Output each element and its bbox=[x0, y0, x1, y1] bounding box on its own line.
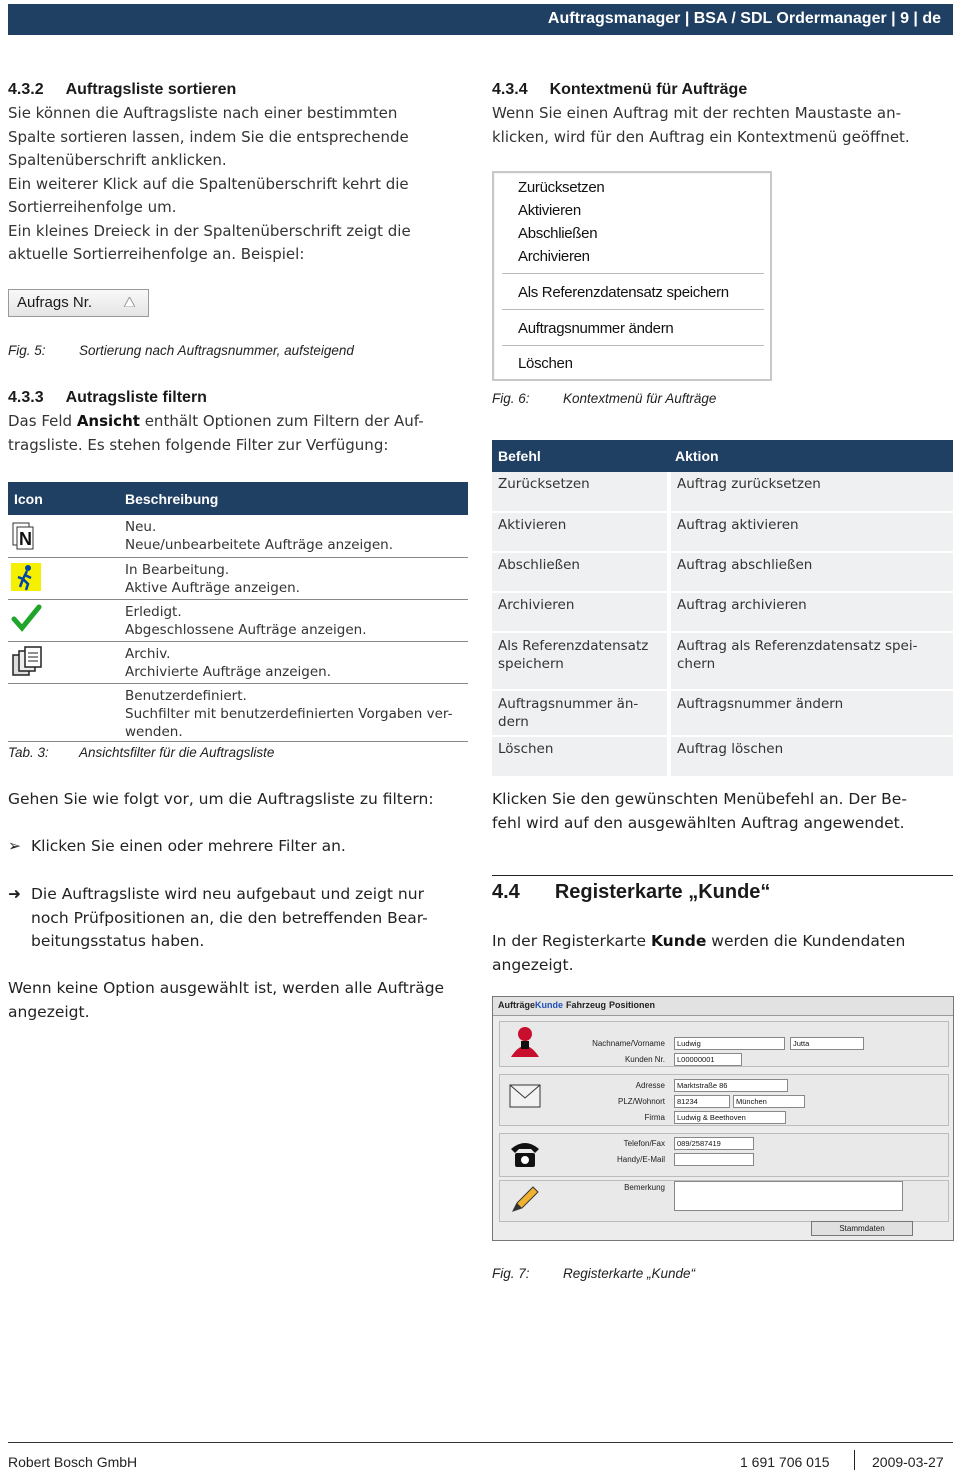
table-row bbox=[8, 557, 468, 599]
section-title: Kontextmenü für Aufträge bbox=[549, 81, 748, 98]
menu-item-delete[interactable]: Löschen bbox=[518, 355, 573, 372]
footer-separator bbox=[854, 1450, 855, 1470]
section-title: Autragsliste filtern bbox=[65, 389, 207, 406]
menu-item-change-number[interactable]: Auftragsnummer ändern bbox=[518, 320, 674, 337]
master-data-button[interactable]: Stammdaten bbox=[811, 1221, 913, 1236]
footer-company: Robert Bosch GmbH bbox=[8, 1454, 138, 1470]
command-cell: Als Referenzdatensatz bbox=[498, 638, 649, 654]
checkmark-icon[interactable] bbox=[10, 603, 44, 635]
table-row bbox=[8, 683, 468, 741]
text-fragment: werden die Kundendaten bbox=[706, 932, 906, 950]
text-line: beitungsstatus haben. bbox=[31, 932, 205, 950]
label-address: Adresse bbox=[635, 1081, 665, 1090]
menu-divider bbox=[502, 309, 764, 310]
svg-text:N: N bbox=[19, 529, 32, 549]
step-arrow-icon: ➢ bbox=[8, 837, 21, 855]
footer-docno: 1 691 706 015 bbox=[740, 1454, 830, 1470]
fig-caption-text: Sortierung nach Auftragsnummer, aufsteigend bbox=[79, 343, 354, 358]
text-line: Ein kleines Dreieck in der Spaltenüberschrift zeigt die bbox=[8, 221, 411, 240]
menu-item-archive[interactable]: Archivieren bbox=[518, 248, 590, 265]
menu-item-activate[interactable]: Aktivieren bbox=[518, 202, 581, 219]
command-cell: Aktivieren bbox=[498, 517, 567, 533]
filter-description: Aktive Aufträge anzeigen. bbox=[125, 579, 300, 596]
section-4-3-3-text bbox=[8, 410, 468, 457]
section-4-3-2-text bbox=[8, 102, 468, 267]
fig-label: Fig. 5: bbox=[8, 343, 46, 358]
filter-description: Abgeschlossene Aufträge anzeigen. bbox=[125, 621, 367, 638]
kunde-term: Kunde bbox=[650, 932, 707, 950]
action-cell: Auftragsnummer ändern bbox=[677, 696, 844, 712]
menu-item-complete[interactable]: Abschließen bbox=[518, 225, 598, 242]
action-cell: Auftrag als Referenzdatensatz spei- bbox=[677, 638, 918, 654]
city-field[interactable]: München bbox=[733, 1095, 805, 1108]
section-4-3-4-heading bbox=[492, 81, 747, 99]
table-caption-text: Ansichtsfilter für die Auftragsliste bbox=[79, 745, 275, 760]
fig6-caption bbox=[492, 391, 716, 406]
table-row bbox=[492, 512, 953, 552]
procedure-result bbox=[8, 883, 468, 954]
label-note: Bemerkung bbox=[624, 1183, 665, 1192]
pencil-icon bbox=[507, 1183, 543, 1217]
column-header-description: Beschreibung bbox=[119, 482, 468, 515]
command-cell: Auftragsnummer än- bbox=[498, 696, 639, 712]
action-cell: Auftrag zurücksetzen bbox=[677, 476, 821, 492]
table-row bbox=[8, 641, 468, 683]
person-icon bbox=[507, 1025, 543, 1059]
procedure-intro: Gehen Sie wie folgt vor, um die Auftragsliste zu filtern: bbox=[8, 790, 434, 808]
text-line: Wenn Sie einen Auftrag mit der rechten Maustaste an- bbox=[492, 104, 902, 122]
action-cell: chern bbox=[677, 656, 716, 672]
fig-label: Fig. 7: bbox=[492, 1266, 530, 1281]
sort-ascending-icon bbox=[124, 297, 135, 307]
text-fragment: Das Feld bbox=[8, 412, 77, 430]
footer-divider bbox=[8, 1442, 953, 1443]
label-name: Nachname/Vorname bbox=[592, 1039, 665, 1048]
text-line: angezeigt. bbox=[8, 1002, 90, 1021]
action-cell: Auftrag archivieren bbox=[677, 597, 807, 613]
label-zip-city: PLZ/Wohnort bbox=[618, 1097, 665, 1106]
fig-caption-text: Registerkarte „Kunde“ bbox=[563, 1266, 696, 1281]
tab-orders[interactable]: Aufträge bbox=[498, 1000, 536, 1010]
section-number: 4.3.4 bbox=[492, 81, 528, 98]
first-name-field[interactable]: Jutta bbox=[790, 1037, 864, 1050]
header-title: Auftragsmanager | BSA / SDL Ordermanager | 9 | de bbox=[547, 10, 941, 27]
menu-item-reset[interactable]: Zurücksetzen bbox=[518, 179, 605, 196]
footer-date: 2009-03-27 bbox=[872, 1454, 944, 1470]
procedure-note bbox=[8, 977, 478, 1024]
label-customer-no: Kunden Nr. bbox=[624, 1055, 665, 1064]
filter-description: Neue/unbearbeitete Aufträge anzeigen. bbox=[125, 537, 394, 553]
column-header-icon: Icon bbox=[8, 482, 119, 515]
section-4-4-text bbox=[492, 930, 952, 977]
filter-name: Benutzerdefiniert. bbox=[125, 687, 247, 704]
action-cell: Auftrag löschen bbox=[677, 741, 784, 757]
table-row bbox=[492, 690, 953, 736]
fig-caption-text: Kontextmenü für Aufträge bbox=[563, 391, 717, 406]
filter-table bbox=[8, 482, 468, 742]
label-mobile-email: Handy/E-Mail bbox=[616, 1155, 665, 1164]
text-line: Sortierreihenfolge um. bbox=[8, 198, 177, 216]
text-fragment: enthält Optionen zum Filtern der Auf- bbox=[139, 412, 424, 430]
customer-tab-screenshot bbox=[492, 996, 954, 1241]
action-cell: Auftrag aktivieren bbox=[677, 517, 799, 533]
result-arrow-icon: ➜ bbox=[8, 885, 21, 903]
command-cell: Abschließen bbox=[498, 557, 580, 573]
menu-item-save-reference[interactable]: Als Referenzdatensatz speichern bbox=[518, 284, 729, 301]
text-line: noch Prüfpositionen an, die den betreffenden Bear- bbox=[31, 908, 428, 927]
menu-divider bbox=[502, 273, 764, 274]
fig5-caption bbox=[8, 343, 354, 358]
action-cell: Auftrag abschließen bbox=[677, 557, 813, 573]
mobile-field[interactable] bbox=[674, 1153, 754, 1166]
text-line: Klicken Sie den gewünschten Menübefehl an. Der Be- bbox=[492, 790, 907, 808]
column-header-action: Aktion bbox=[669, 440, 953, 472]
filter-name: Neu. bbox=[125, 519, 157, 535]
filter-name: In Bearbeitung. bbox=[125, 561, 230, 578]
text-line: Sie können die Auftragsliste nach einer bestimmten bbox=[8, 104, 398, 122]
text-line: Wenn keine Option ausgewählt ist, werden alle Aufträge bbox=[8, 979, 445, 997]
table-row bbox=[492, 592, 953, 632]
label-phone-fax: Telefon/Fax bbox=[623, 1139, 665, 1148]
filter-description: wenden. bbox=[125, 723, 183, 740]
tab-vehicle[interactable]: Fahrzeug bbox=[566, 1000, 607, 1010]
text-line: Spaltenüberschrift anklicken. bbox=[8, 151, 227, 169]
table-row bbox=[8, 599, 468, 641]
text-line bbox=[8, 410, 468, 434]
filter-description: Suchfilter mit benutzerdefinierten Vorgaben ver- bbox=[125, 705, 453, 722]
section-number: 4.4 bbox=[492, 881, 520, 903]
fig7-caption bbox=[492, 1266, 695, 1281]
table-row bbox=[492, 552, 953, 592]
text-line: klicken, wird für den Auftrag ein Kontextmenü geöffnet. bbox=[492, 127, 910, 146]
context-menu-note bbox=[492, 788, 952, 835]
archive-cabinet-icon[interactable] bbox=[10, 645, 44, 679]
section-4-3-2-heading bbox=[8, 81, 236, 99]
command-cell: Löschen bbox=[498, 741, 554, 757]
text-fragment: In der Registerkarte bbox=[492, 932, 651, 950]
tab-customer[interactable]: Kunde bbox=[535, 1000, 563, 1010]
envelope-icon bbox=[507, 1079, 543, 1113]
telephone-icon bbox=[507, 1137, 543, 1171]
new-order-icon[interactable] bbox=[10, 518, 44, 550]
tab3-caption bbox=[8, 745, 274, 760]
menu-divider bbox=[502, 345, 764, 346]
context-command-table bbox=[492, 440, 953, 776]
text-line: Ein weiterer Klick auf die Spaltenüberschrift kehrt die bbox=[8, 174, 409, 193]
tab-bar bbox=[493, 997, 953, 1016]
company-field[interactable]: Ludwig & Beethoven bbox=[674, 1111, 786, 1124]
last-name-field[interactable]: Ludwig bbox=[674, 1037, 785, 1050]
table-row bbox=[8, 515, 468, 557]
running-person-icon[interactable] bbox=[10, 561, 44, 593]
section-divider bbox=[492, 875, 953, 876]
fig-label: Fig. 6: bbox=[492, 391, 530, 406]
customer-no-field[interactable]: L00000001 bbox=[674, 1053, 742, 1066]
text-line: Die Auftragsliste wird neu aufgebaut und zeigt nur bbox=[31, 885, 424, 903]
command-cell: speichern bbox=[498, 656, 564, 672]
text-line bbox=[492, 930, 952, 954]
filter-name: Erledigt. bbox=[125, 603, 182, 620]
section-number: 4.3.3 bbox=[8, 389, 44, 406]
section-4-4-heading bbox=[492, 881, 770, 904]
command-cell: Archivieren bbox=[498, 597, 575, 613]
text-line: aktuelle Sortierreihenfolge an. Beispiel: bbox=[8, 245, 305, 263]
filter-description: Archivierte Aufträge anzeigen. bbox=[125, 663, 331, 680]
table-row bbox=[492, 632, 953, 690]
section-title: Auftragsliste sortieren bbox=[65, 81, 237, 98]
phone-field[interactable]: 089/2587419 bbox=[674, 1137, 754, 1150]
tab-positions[interactable]: Positionen bbox=[609, 1000, 656, 1010]
text-line: fehl wird auf den ausgewählten Auftrag angewendet. bbox=[492, 813, 905, 832]
note-field[interactable] bbox=[674, 1181, 903, 1211]
text-line: tragsliste. Es stehen folgende Filter zur Verfügung: bbox=[8, 435, 389, 454]
table-row bbox=[492, 736, 953, 776]
label-company: Firma bbox=[644, 1113, 665, 1122]
section-4-3-4-text bbox=[492, 102, 952, 149]
text-line: Spalte sortieren lassen, indem Sie die entsprechende bbox=[8, 127, 409, 146]
table-label: Tab. 3: bbox=[8, 745, 49, 760]
section-title: Registerkarte „Kunde“ bbox=[554, 881, 771, 903]
section-number: 4.3.2 bbox=[8, 81, 44, 98]
ansicht-term: Ansicht bbox=[76, 412, 140, 430]
command-cell: Zurücksetzen bbox=[498, 476, 590, 492]
sort-header-label: Aufrags Nr. bbox=[17, 294, 93, 311]
zip-field[interactable]: 81234 bbox=[674, 1095, 730, 1108]
page-header bbox=[8, 4, 953, 35]
filter-name: Archiv. bbox=[125, 645, 171, 662]
command-cell: dern bbox=[498, 714, 529, 730]
section-4-3-3-heading bbox=[8, 389, 207, 407]
step-text: Klicken Sie einen oder mehrere Filter an. bbox=[31, 837, 346, 855]
sort-column-header[interactable] bbox=[8, 289, 149, 317]
table-row bbox=[492, 472, 953, 512]
context-menu bbox=[492, 171, 772, 381]
column-header-command: Befehl bbox=[492, 440, 669, 472]
procedure-step bbox=[8, 835, 468, 859]
address-field[interactable]: Marktstraße 86 bbox=[674, 1079, 788, 1092]
text-line: angezeigt. bbox=[492, 955, 574, 974]
